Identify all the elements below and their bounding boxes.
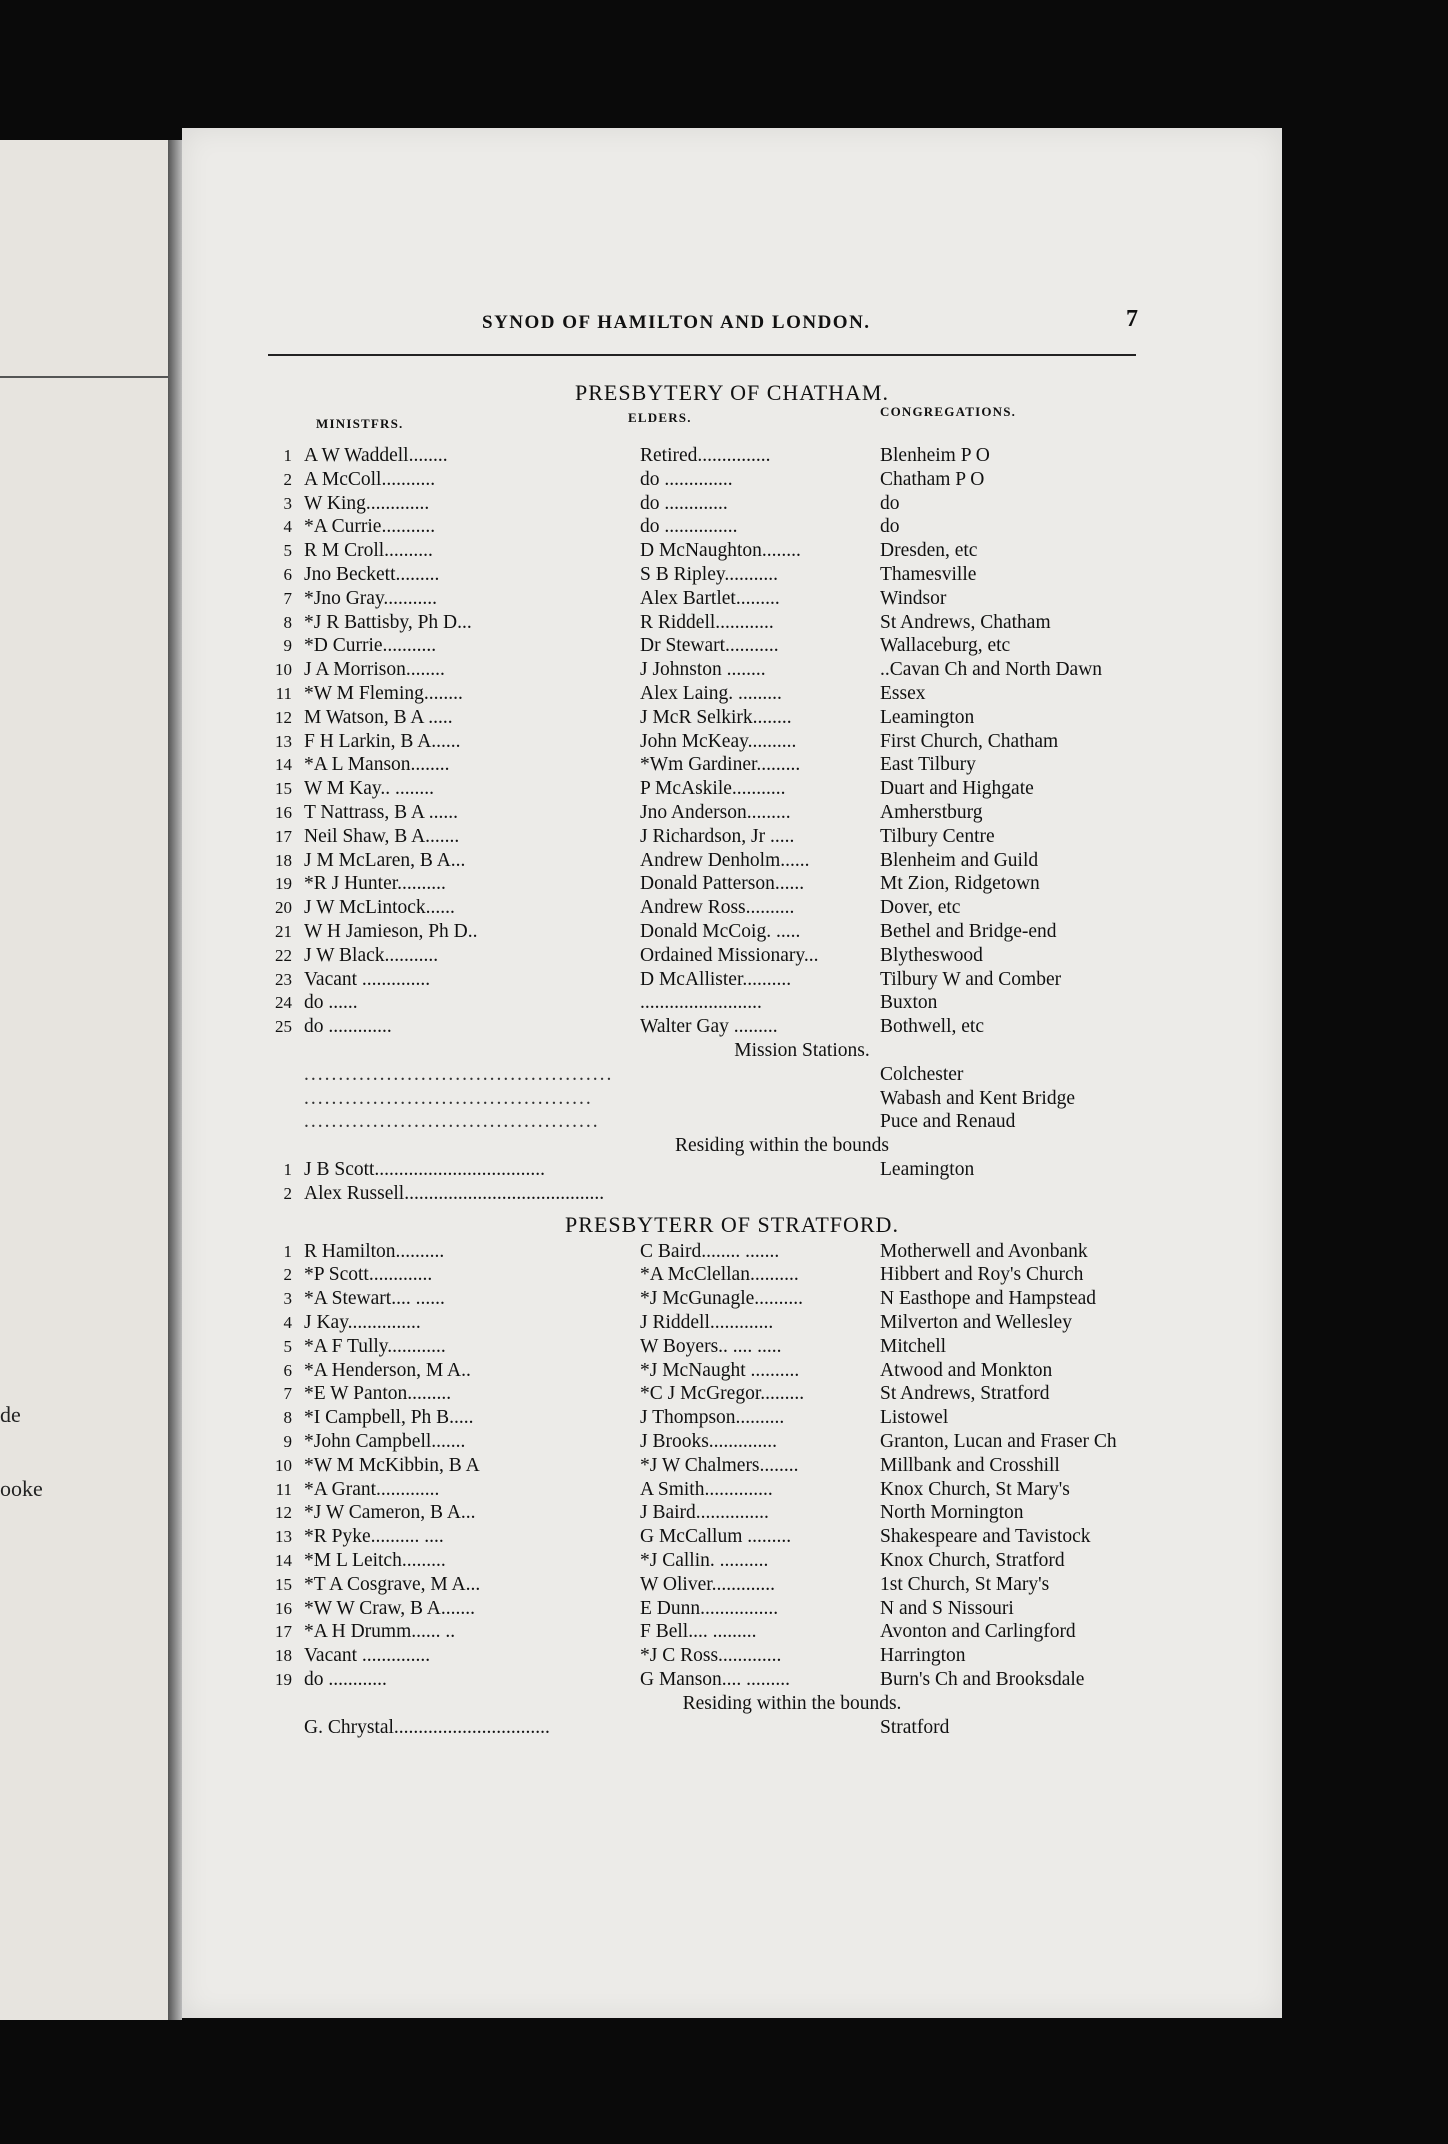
congregation-name: Dresden, etc — [880, 540, 978, 562]
congregation-name: Blenheim and Guild — [880, 849, 1039, 871]
table-row — [268, 991, 1218, 1015]
table-row — [268, 1087, 1218, 1111]
minister-name: *J R Battisby, Ph D... — [304, 611, 472, 633]
entry-number: 3 — [283, 1289, 292, 1309]
entry-number: 20 — [275, 898, 292, 918]
minister-name: F H Larkin, B A...... — [304, 730, 461, 752]
minister-name: Vacant .............. — [304, 1645, 431, 1667]
congregation-name: Dover, etc — [880, 897, 961, 919]
entry-number: 10 — [275, 1455, 292, 1475]
congregation-name: Bothwell, etc — [880, 1016, 984, 1038]
running-header: SYNOD OF HAMILTON AND LONDON. — [482, 312, 871, 333]
leader-dots: ............................................. — [304, 1063, 614, 1085]
minister-name: *A Currie........... — [304, 516, 436, 538]
elder-name: S B Ripley........... — [640, 564, 778, 585]
section-title-stratford: PRESBYTERR OF STRATFORD. — [565, 1211, 899, 1237]
entry-number: 11 — [275, 1479, 292, 1499]
page-number: 7 — [1126, 306, 1138, 332]
table-row — [268, 515, 1218, 539]
table-row — [268, 444, 1218, 468]
elder-name: Donald Patterson...... — [640, 873, 805, 895]
table-row — [268, 1597, 1218, 1621]
elder-name: G McCallum ......... — [640, 1526, 792, 1548]
congregation-name: Granton, Lucan and Fraser Ch — [880, 1431, 1117, 1452]
minister-name: J W McLintock...... — [304, 897, 455, 919]
entry-number: 7 — [283, 1384, 292, 1404]
table-row — [268, 1158, 1218, 1182]
table-row — [268, 634, 1218, 658]
table-row — [268, 825, 1218, 849]
elder-name: *J McNaught .......... — [640, 1359, 800, 1381]
congregation-name: N and S Nissouri — [880, 1597, 1014, 1619]
entry-number: 1 — [283, 446, 292, 465]
congregation-name: Amherstburg — [880, 802, 983, 823]
congregation-name: Windsor — [880, 587, 947, 609]
minister-name: Vacant .............. — [304, 968, 431, 990]
entry-number: 7 — [283, 588, 292, 608]
entry-number: 24 — [275, 993, 292, 1013]
table-row — [268, 1644, 1218, 1668]
table-row — [268, 1063, 1218, 1087]
congregation-name: Tilbury W and Comber — [880, 968, 1062, 990]
table-row — [268, 896, 1218, 920]
congregation-name: Duart and Highgate — [880, 778, 1034, 800]
entry-number: 13 — [275, 731, 292, 751]
elder-name: *J W Chalmers........ — [640, 1454, 799, 1476]
elder-name: P McAskile........... — [640, 778, 786, 800]
congregation-name: Stratford — [880, 1716, 950, 1738]
minister-name: *Jno Gray........... — [304, 587, 438, 609]
minister-name: W H Jamieson, Ph D.. — [304, 921, 478, 942]
entry-number: 6 — [283, 1360, 292, 1380]
table-row — [268, 1263, 1218, 1287]
elder-name: Donald McCoig. ..... — [640, 921, 801, 942]
facing-page-rule — [0, 376, 168, 378]
entry-number: 17 — [275, 1622, 292, 1642]
entry-number: 15 — [275, 779, 292, 799]
elder-name: ......................... — [640, 992, 762, 1014]
facing-page — [0, 140, 174, 2020]
elder-name: G Manson.... ......... — [640, 1669, 791, 1690]
elder-name: D McAllister.......... — [640, 968, 792, 990]
congregation-name: Leamington — [880, 1159, 975, 1180]
congregation-name: do — [880, 516, 900, 538]
facing-page-fragment: de — [0, 1402, 21, 1427]
entry-number: 16 — [275, 1598, 292, 1618]
table-row — [268, 492, 1218, 516]
congregation-name: Knox Church, St Mary's — [880, 1478, 1070, 1500]
table-row — [268, 849, 1218, 873]
minister-name: J M McLaren, B A... — [304, 849, 466, 871]
entry-number: 19 — [275, 1670, 292, 1689]
facing-page-fragment: ooke — [0, 1476, 43, 1501]
congregation-name: St Andrews, Chatham — [880, 611, 1051, 633]
congregation-name: Thamesville — [880, 564, 977, 585]
entry-number: 3 — [283, 493, 292, 513]
minister-name: *E W Panton......... — [304, 1383, 452, 1405]
minister-name: W M Kay.. ........ — [304, 778, 434, 800]
entry-number: 9 — [283, 636, 292, 656]
table-row — [268, 706, 1218, 730]
minister-name: *W W Craw, B A....... — [304, 1597, 475, 1619]
elder-name: *C J McGregor......... — [640, 1383, 805, 1405]
entry-number: 11 — [275, 684, 292, 703]
minister-name: *R J Hunter.......... — [304, 873, 446, 895]
minister-name: J B Scott................................... — [304, 1159, 546, 1180]
table-row — [268, 920, 1218, 944]
congregation-name: Chatham P O — [880, 468, 985, 490]
table-row — [268, 1620, 1218, 1644]
congregation-name: Tilbury Centre — [880, 825, 995, 847]
congregation-name: Millbank and Crosshill — [880, 1454, 1060, 1476]
minister-name: *W M Fleming........ — [304, 683, 463, 704]
table-row — [268, 563, 1218, 587]
elder-name: E Dunn................ — [640, 1597, 779, 1619]
table-row — [268, 1406, 1218, 1430]
minister-name: T Nattrass, B A ...... — [304, 802, 459, 823]
minister-name: A W Waddell........ — [304, 445, 448, 466]
entry-number: 1 — [283, 1160, 292, 1179]
minister-name: *A F Tully............ — [304, 1335, 446, 1357]
minister-name: J A Morrison........ — [304, 659, 445, 681]
minister-name: *I Campbell, Ph B..... — [304, 1407, 474, 1429]
table-row — [268, 1359, 1218, 1383]
elder-name: J Brooks.............. — [640, 1431, 778, 1452]
residing-heading-chatham: Residing within the bounds — [675, 1135, 889, 1157]
elder-name: *J C Ross............. — [640, 1645, 782, 1667]
minister-name: A McColl........... — [304, 468, 436, 490]
elder-name: John McKeay.......... — [640, 730, 797, 752]
minister-name: R M Croll.......... — [304, 540, 433, 562]
congregation-name: Harrington — [880, 1645, 966, 1667]
congregation-name: Knox Church, Stratford — [880, 1550, 1065, 1571]
table-row — [268, 1311, 1218, 1335]
congregation-name: Hibbert and Roy's Church — [880, 1264, 1084, 1286]
congregation-name: Leamington — [880, 706, 975, 728]
entry-number: 16 — [275, 803, 292, 822]
minister-name: *A Grant............. — [304, 1478, 440, 1500]
congregation-name: St Andrews, Stratford — [880, 1383, 1050, 1405]
table-row — [268, 539, 1218, 563]
elder-name: do ............... — [640, 516, 738, 538]
elder-name: *A McClellan.......... — [640, 1264, 799, 1286]
column-header-congregations: CONGREGATIONS. — [880, 404, 1017, 419]
table-row — [268, 753, 1218, 777]
minister-name: G. Chrystal................................ — [304, 1716, 550, 1738]
entry-number: 12 — [275, 707, 292, 727]
congregation-name: Essex — [880, 683, 926, 704]
elder-name: Dr Stewart........... — [640, 635, 779, 657]
document-page — [182, 128, 1282, 2018]
elder-name: J Baird............... — [640, 1502, 769, 1524]
congregation-name: First Church, Chatham — [880, 730, 1059, 752]
minister-name: *M L Leitch......... — [304, 1550, 446, 1571]
congregation-name: Listowel — [880, 1407, 949, 1429]
elder-name: W Boyers.. .... ..... — [640, 1335, 782, 1357]
minister-name: *W M McKibbin, B A — [304, 1454, 480, 1476]
elder-name: C Baird........ ....... — [640, 1240, 780, 1262]
table-row — [268, 1110, 1218, 1134]
table-row — [268, 1182, 1218, 1206]
entry-number: 10 — [275, 660, 292, 680]
minister-name: Alex Russell......................................... — [304, 1182, 605, 1204]
entry-number: 25 — [275, 1017, 292, 1037]
entry-number: 14 — [275, 755, 292, 775]
entry-number: 13 — [275, 1527, 292, 1547]
minister-name: do ............ — [304, 1669, 387, 1690]
elder-name: *J McGunagle.......... — [640, 1288, 804, 1310]
minister-name: W King............. — [304, 492, 430, 514]
minister-name: *P Scott............. — [304, 1264, 433, 1286]
table-row — [268, 1501, 1218, 1525]
entry-number: 21 — [275, 922, 292, 941]
entry-number: 2 — [283, 1183, 292, 1203]
minister-name: Jno Beckett......... — [304, 564, 440, 585]
minister-name: R Hamilton.......... — [304, 1240, 445, 1262]
elder-name: do ............. — [640, 492, 728, 514]
entry-number: 18 — [275, 850, 292, 870]
entry-number: 22 — [275, 945, 292, 965]
column-header-elders: ELDERS. — [628, 410, 692, 425]
congregation-name: do — [880, 492, 900, 514]
entry-number: 4 — [283, 1313, 292, 1332]
elder-name: Ordained Missionary... — [640, 944, 819, 966]
congregation-name: Blytheswood — [880, 944, 983, 966]
table-row — [268, 1525, 1218, 1549]
elder-name: A Smith.............. — [640, 1478, 773, 1500]
entry-number: 5 — [283, 1336, 292, 1356]
elder-name: J Thompson.......... — [640, 1407, 785, 1429]
table-row — [268, 1454, 1218, 1478]
entry-number: 4 — [283, 517, 292, 537]
minister-name: *A H Drumm...... .. — [304, 1621, 456, 1643]
elder-name: R Riddell............ — [640, 611, 774, 633]
congregation-name: Mitchell — [880, 1335, 947, 1357]
congregation-name: Motherwell and Avonbank — [880, 1240, 1088, 1262]
table-row — [268, 1573, 1218, 1597]
elder-name: J Johnston ........ — [640, 659, 766, 681]
table-row — [268, 777, 1218, 801]
section-title-chatham: PRESBYTERY OF CHATHAM. — [575, 380, 889, 405]
minister-name: J Kay............... — [304, 1312, 421, 1333]
entry-number: 15 — [275, 1574, 292, 1594]
minister-name: *D Currie........... — [304, 635, 437, 657]
column-header-ministers: MINISTFRS. — [316, 416, 404, 431]
table-row — [268, 1549, 1218, 1573]
elder-name: J McR Selkirk........ — [640, 706, 792, 728]
congregation-name: East Tilbury — [880, 754, 976, 776]
table-row — [268, 1382, 1218, 1406]
congregation-name: Shakespeare and Tavistock — [880, 1526, 1091, 1548]
elder-name: F Bell.... ......... — [640, 1621, 757, 1643]
table-row — [268, 658, 1218, 682]
entry-number: 14 — [275, 1551, 292, 1570]
elder-name: Alex Bartlet......... — [640, 587, 780, 609]
congregation-name: Wabash and Kent Bridge — [880, 1087, 1075, 1109]
table-row — [268, 1287, 1218, 1311]
entry-number: 12 — [275, 1503, 292, 1523]
elder-name: W Oliver............. — [640, 1573, 776, 1595]
congregation-name: Atwood and Monkton — [880, 1359, 1053, 1381]
congregation-name: ..Cavan Ch and North Dawn — [880, 659, 1103, 681]
elder-name: do .............. — [640, 468, 733, 490]
elder-name: Retired............... — [640, 445, 771, 466]
congregation-name: 1st Church, St Mary's — [880, 1573, 1050, 1595]
table-row — [268, 872, 1218, 896]
elder-name: Andrew Ross.......... — [640, 897, 795, 919]
congregation-name: Mt Zion, Ridgetown — [880, 873, 1040, 895]
minister-name: J W Black........... — [304, 944, 439, 966]
table-row — [268, 587, 1218, 611]
entry-number: 5 — [283, 541, 292, 561]
table-row — [268, 468, 1218, 492]
minister-name: *John Campbell....... — [304, 1431, 466, 1452]
congregation-name: Blenheim P O — [880, 445, 990, 466]
book-gutter — [168, 140, 182, 2020]
minister-name: *A L Manson........ — [304, 754, 450, 776]
entry-number: 1 — [283, 1241, 292, 1261]
table-row — [268, 682, 1218, 706]
elder-name: J Riddell............. — [640, 1312, 774, 1333]
table-row — [268, 1335, 1218, 1359]
minister-name: do ............. — [304, 1016, 392, 1038]
elder-name: *J Callin. .......... — [640, 1550, 769, 1571]
table-row — [268, 611, 1218, 635]
table-row — [268, 801, 1218, 825]
table-row — [268, 1716, 1218, 1740]
congregation-name: N Easthope and Hampstead — [880, 1288, 1097, 1310]
minister-name: M Watson, B A ..... — [304, 706, 453, 728]
table-row — [268, 1430, 1218, 1454]
elder-name: Walter Gay ......... — [640, 1016, 778, 1038]
congregation-name: Avonton and Carlingford — [880, 1621, 1076, 1643]
elder-name: J Richardson, Jr ..... — [640, 825, 795, 847]
congregation-name: Burn's Ch and Brooksdale — [880, 1669, 1085, 1690]
mission-stations-heading: Mission Stations. — [734, 1040, 870, 1061]
entry-number: 19 — [275, 874, 292, 894]
table-row — [268, 1240, 1218, 1264]
table-row — [268, 1668, 1218, 1692]
entry-number: 8 — [283, 1408, 292, 1428]
table-row — [268, 730, 1218, 754]
minister-name: *T A Cosgrave, M A... — [304, 1573, 481, 1595]
minister-name: *R Pyke.......... .... — [304, 1526, 444, 1548]
entry-number: 8 — [283, 612, 292, 632]
elder-name: D McNaughton........ — [640, 540, 801, 562]
minister-name: Neil Shaw, B A....... — [304, 825, 460, 847]
congregation-name: North Mornington — [880, 1502, 1024, 1524]
entry-number: 23 — [275, 969, 292, 989]
table-row — [268, 1015, 1218, 1039]
congregation-name: Milverton and Wellesley — [880, 1312, 1072, 1333]
elder-name: Jno Anderson......... — [640, 802, 791, 823]
entry-number: 6 — [283, 565, 292, 584]
table-row — [268, 1478, 1218, 1502]
elder-name: Alex Laing. ......... — [640, 683, 782, 704]
elder-name: *Wm Gardiner......... — [640, 754, 801, 776]
entry-number: 18 — [275, 1646, 292, 1666]
leader-dots: ........................................... — [304, 1111, 600, 1133]
residing-heading-stratford: Residing within the bounds. — [682, 1692, 902, 1714]
entry-number: 2 — [283, 469, 292, 489]
header-rule — [268, 354, 1136, 356]
congregation-name: Puce and Renaud — [880, 1111, 1016, 1133]
minister-name: *J W Cameron, B A... — [304, 1502, 476, 1524]
elder-name: Andrew Denholm...... — [640, 849, 810, 871]
congregation-name: Buxton — [880, 992, 938, 1014]
entry-number: 9 — [283, 1432, 292, 1451]
congregation-name: Colchester — [880, 1063, 964, 1085]
table-row — [268, 968, 1218, 992]
minister-name: *A Henderson, M A.. — [304, 1359, 471, 1381]
entry-number: 2 — [283, 1265, 292, 1285]
table-row — [268, 944, 1218, 968]
congregation-name: Wallaceburg, etc — [880, 635, 1011, 657]
minister-name: do ...... — [304, 992, 358, 1014]
minister-name: *A Stewart.... ...... — [304, 1288, 445, 1310]
congregation-name: Bethel and Bridge-end — [880, 921, 1057, 942]
leader-dots: .......................................... — [304, 1087, 593, 1109]
entry-number: 17 — [275, 826, 292, 846]
